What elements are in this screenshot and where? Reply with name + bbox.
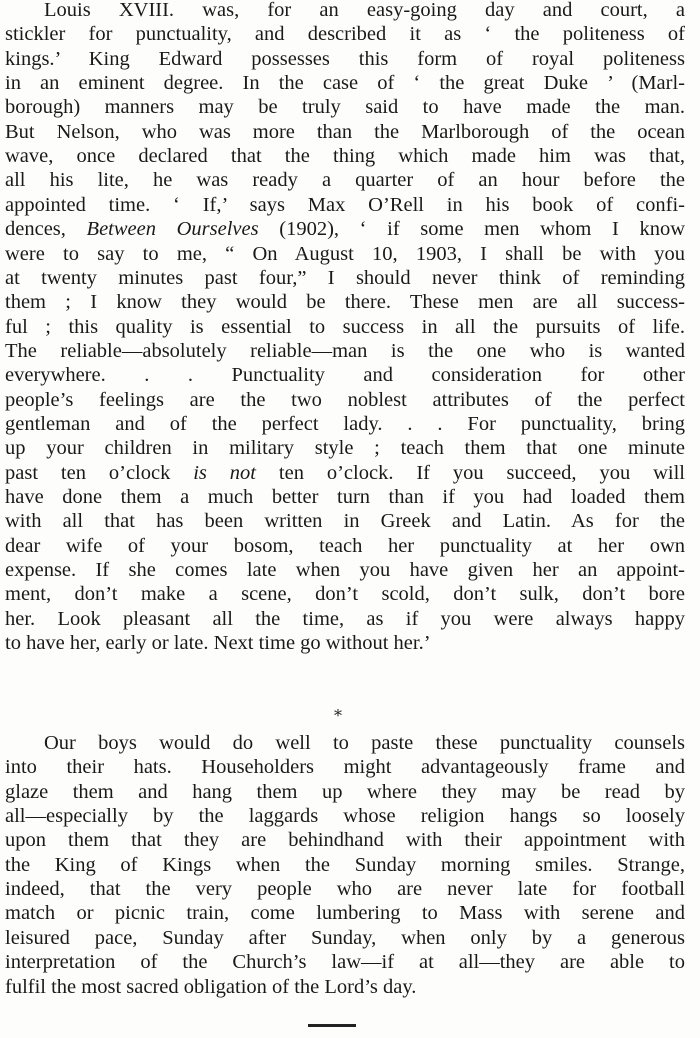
text-line: indeed, that the very people who are never late for football xyxy=(5,878,685,901)
italic-phrase: Between Ourselves xyxy=(86,218,259,241)
text-line: everywhere. . . Punctuality and consideration for other xyxy=(5,364,685,387)
text-line: dear wife of your bosom, teach her punctuality at her own xyxy=(5,534,685,557)
text-line: appointed time. ‘ If,’ says Max O’Rell in his book of confi- xyxy=(5,193,685,216)
text-line: gentleman and of the perfect lady. . . For punctuality, bring xyxy=(5,412,685,435)
text-line: glaze them and hang them up where they may be read by xyxy=(5,780,685,803)
text-line: stickler for punctuality, and described it as ‘ the politeness of xyxy=(5,23,685,46)
text-line: wave, once declared that the thing which made him was that, xyxy=(5,145,685,168)
text-line: expense. If she comes late when you have given her an appoint- xyxy=(5,559,685,582)
text-line: her. Look pleasant all the time, as if you were always happy xyxy=(5,607,685,630)
text-line: have done them a much better turn than if you had loaded them xyxy=(5,486,685,508)
text-line: Louis XVIII. was, for an easy-going day and court, a xyxy=(44,0,685,21)
text-line: leisured pace, Sunday after Sunday, when only by a generous xyxy=(5,926,685,949)
text-line: ful ; this quality is essential to success in all the pursuits of life. xyxy=(5,315,685,338)
text-line: them ; I know they would be there. These men are all success- xyxy=(5,291,685,314)
text-line: past ten o’clock is not ten o’clock. If you succeed, you will xyxy=(5,461,685,484)
text-line: at twenty minutes past four,” I should never think of reminding xyxy=(5,266,685,289)
text-line: dences, Between Ourselves (1902), ‘ if some men whom I know xyxy=(5,218,686,241)
text-line: But Nelson, who was more than the Marlborough of the ocean xyxy=(5,120,685,143)
text-line: all—especially by the laggards whose religion hangs so loosely xyxy=(5,805,685,828)
text-line: match or picnic train, come lumbering to Mass with serene and xyxy=(5,902,685,925)
text-line: upon them that they are behindhand with their appointment with xyxy=(5,829,685,852)
text-line: ment, don’t make a scene, don’t scold, don’t sulk, don’t bore xyxy=(5,583,685,606)
italic-phrase: is not xyxy=(193,461,257,484)
text-line: were to say to me, “ On August 10, 1903, I shall be with you xyxy=(5,242,685,265)
text-line: people’s feelings are the two noblest attributes of the perfect xyxy=(5,388,685,411)
text-line: borough) manners may be truly said to have made the man. xyxy=(5,96,685,119)
text-line: in an eminent degree. In the case of ‘ the great Duke ’ (Marl- xyxy=(5,72,685,95)
text-line: kings.’ King Edward possesses this form of royal politeness xyxy=(5,47,685,70)
text-line: The reliable—absolutely reliable—man is the one who is wanted xyxy=(5,339,685,362)
text-line: Our boys would do well to paste these punctuality counsels xyxy=(44,732,685,754)
text-line: to have her, early or late. Next time go without her.’ xyxy=(5,632,431,655)
text-line: with all that has been written in Greek and Latin. As for the xyxy=(5,510,685,533)
text-line: all his lite, he was ready a quarter of an hour before the xyxy=(5,169,685,192)
section-ornament: * xyxy=(334,706,342,725)
text-line: fulfil the most sacred obligation of the Lord’s day. xyxy=(5,975,417,998)
text-line: up your children in military style ; teach them that one minute xyxy=(5,437,685,460)
end-rule xyxy=(308,1024,356,1027)
text-line: into their hats. Householders might advantageously frame and xyxy=(5,756,685,779)
text-line: interpretation of the Church’s law—if at all—they are able to xyxy=(5,951,685,974)
text-line: the King of Kings when the Sunday morning smiles. Strange, xyxy=(5,853,685,876)
